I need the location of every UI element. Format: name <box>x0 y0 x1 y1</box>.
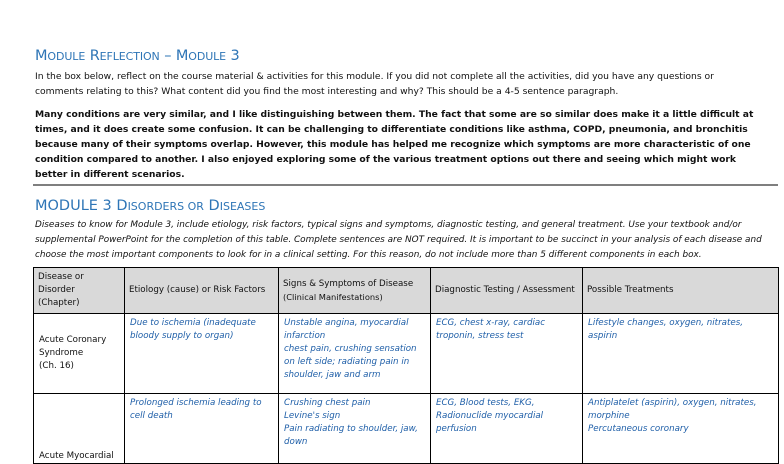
diagnostic-cell[interactable]: ECG, chest x-ray, cardiac troponin, stress test <box>431 314 583 394</box>
etiology-cell[interactable]: Due to ischemia (inadequate bloody supply to organ) <box>125 314 279 394</box>
header-etiology: Etiology (cause) or Risk Factors <box>125 268 279 314</box>
diagnostic-cell[interactable]: ECG, Blood tests, EKG, Radionuclide myocardial perfusion <box>431 394 583 464</box>
module-reflection-heading <box>35 48 240 64</box>
reflection-answer[interactable]: Many conditions are very similar, and I like distinguishing between them. The fact that some are so similar does make it a little difficult at times, and it does create some confusion. It can be challenging to differentiate conditions like asthma, COPD, pneumonia, and bronchitis because many of their symptoms overlap. However, this module has helped me recognize which symptoms are more characteristic of one condition compared to another. I also enjoyed exploring some of the various treatment options out there and seeing which might work better in different scenarios. <box>35 109 754 180</box>
disorders-heading: MODULE 3 DISORDERS OR DISEASES <box>35 198 266 214</box>
header-diagnostic: Diagnostic Testing / Assessment <box>431 268 583 314</box>
reflection-prompt: In the box below, reflect on the course material & activities for this module. If you did not complete all the activities, did you have any questions or comments relating to this? What content did you find the most interesting and why? This should be a 4-5 sentence paragraph. <box>35 71 714 97</box>
section-divider <box>33 184 778 186</box>
disease-name: Acute Coronary Syndrome (Ch. 16) <box>34 314 125 394</box>
table-row <box>34 394 779 464</box>
table-row <box>34 314 779 394</box>
disease-name: Acute Myocardial <box>34 394 125 464</box>
signs-cell[interactable]: Unstable angina, myocardial infarction chest pain, crushing sensation on left side; radiating pain in shoulder, jaw and arm <box>279 314 431 394</box>
header-disease: Disease or Disorder (Chapter) <box>34 268 125 314</box>
header-treatments: Possible Treatments <box>583 268 779 314</box>
treatments-cell[interactable]: Antiplatelet (aspirin), oxygen, nitrates, morphine Percutaneous coronary <box>583 394 779 464</box>
treatments-cell[interactable]: Lifestyle changes, oxygen, nitrates, aspirin <box>583 314 779 394</box>
header-signs: Signs & Symptoms of Disease (Clinical Manifestations) <box>279 268 431 314</box>
disorders-table <box>33 267 779 464</box>
etiology-cell[interactable]: Prolonged ischemia leading to cell death <box>125 394 279 464</box>
signs-cell[interactable]: Crushing chest pain Levine's sign Pain radiating to shoulder, jaw, down <box>279 394 431 464</box>
disorders-instructions: Diseases to know for Module 3, include etiology, risk factors, typical signs and symptoms, diagnostic testing, and general treatment. Use your textbook and/or supplemental PowerPoint for the completion of this table. Complete sentences are NOT required. It is important to be succinct in your analysis of each disease and choose the most important components to look for in a clinical setting. For this reason, do not include more than 5 different components in each box. <box>35 220 762 260</box>
heading-visible: MODULE REFLECTION – MODULE 3 <box>35 48 240 64</box>
